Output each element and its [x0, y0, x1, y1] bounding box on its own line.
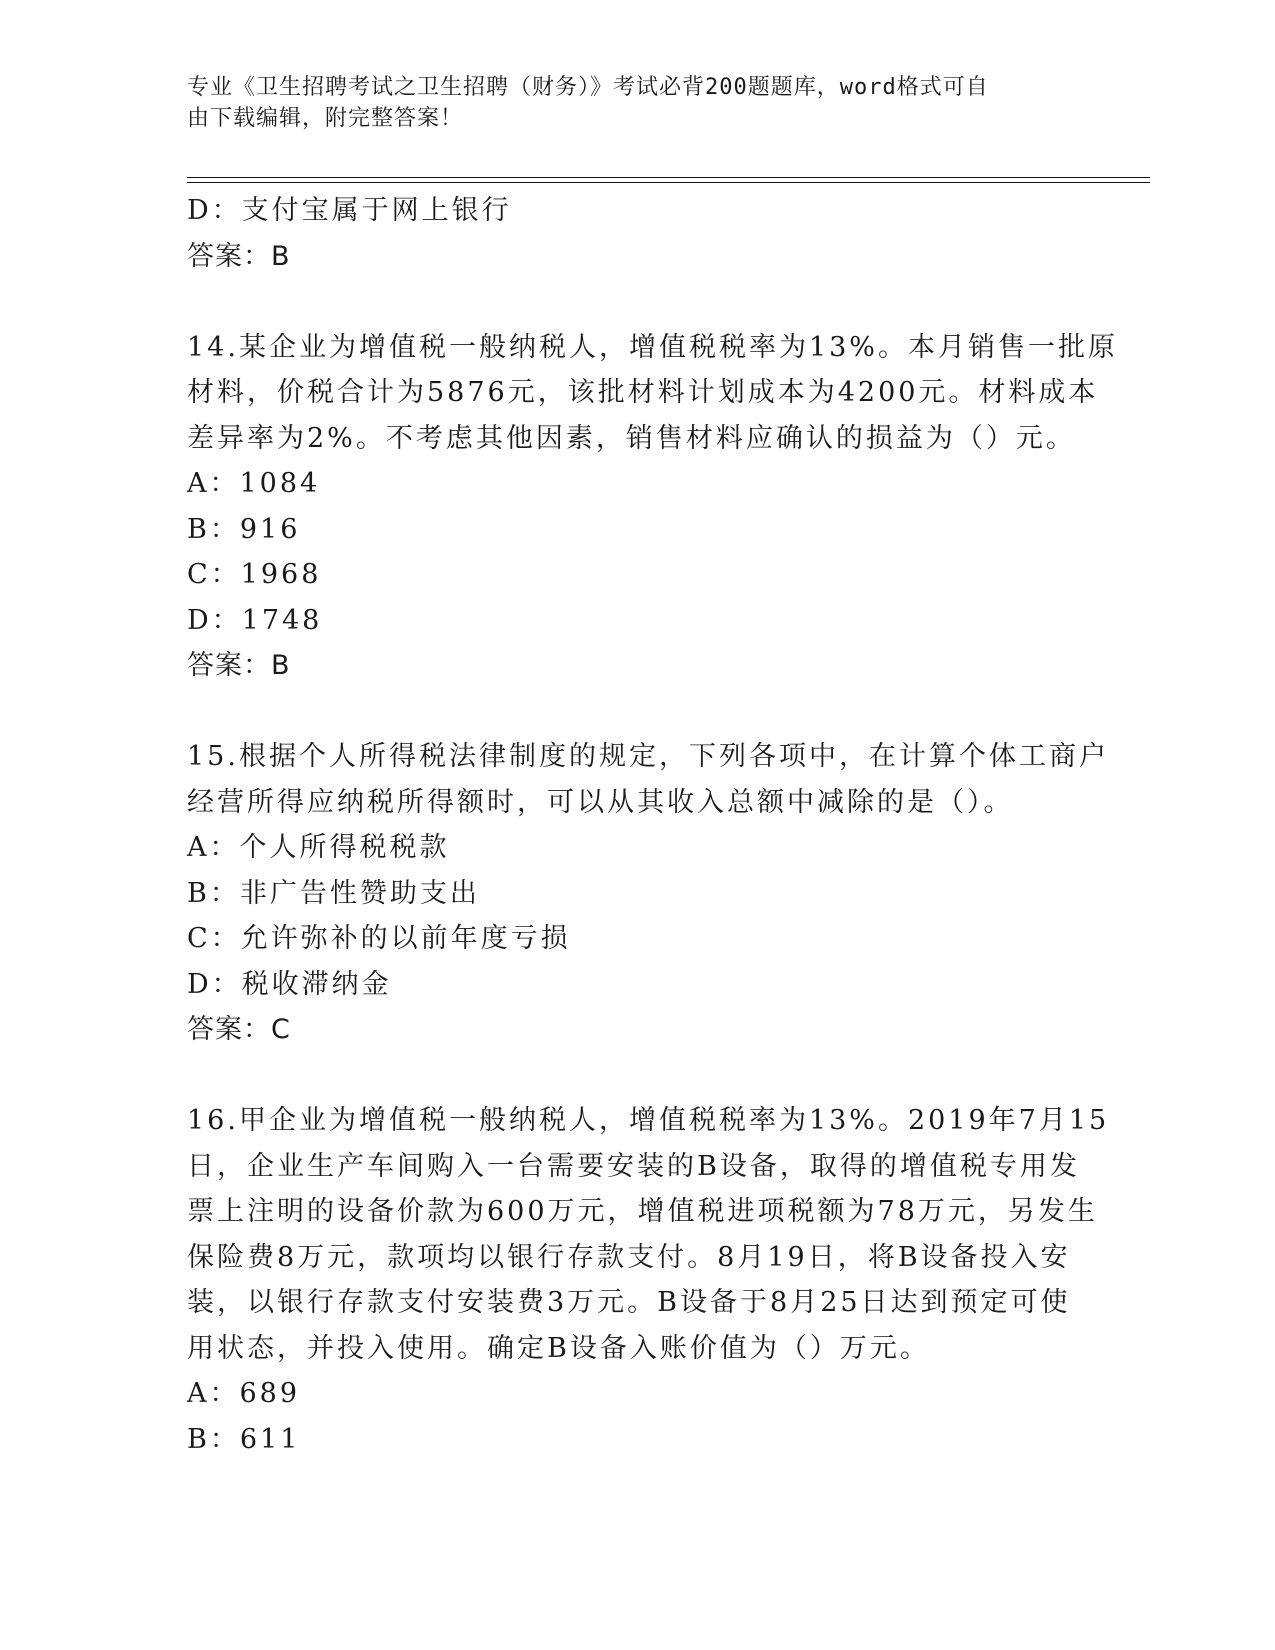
question-stem-line: 差异率为2%。不考虑其他因素，销售材料应确认的损益为（）元。	[187, 422, 1076, 454]
question-16	[187, 1098, 1110, 1462]
option-b: B：611	[187, 1423, 301, 1455]
option-c: C：允许弥补的以前年度亏损	[187, 923, 571, 954]
header-divider-top	[187, 177, 1150, 178]
answer-line: 答案：C	[187, 1014, 291, 1045]
answer-line: 答案：B	[187, 650, 291, 681]
option-b: B：非广告性赞助支出	[187, 877, 480, 909]
question-stem-line: 材料，价税合计为5876元，该批材料计划成本为4200元。材料成本	[187, 377, 1099, 408]
question-stem-line: 16.甲企业为增值税一般纳税人，增值税税率为13%。2019年7月15	[187, 1105, 1110, 1136]
question-stem-line: 用状态，并投入使用。确定B设备入账价值为（）万元。	[187, 1332, 930, 1364]
question-13-tail	[187, 188, 1087, 279]
answer-line: 答案：B	[187, 240, 291, 272]
document-header	[187, 72, 1087, 134]
question-14	[187, 325, 1118, 689]
question-stem-line: 保险费8万元，款项均以银行存款支付。8月19日，将B设备投入安	[187, 1241, 1071, 1273]
question-stem-line: 日，企业生产车间购入一台需要安装的B设备，取得的增值税专用发	[187, 1150, 1080, 1182]
question-stem-line: 15.根据个人所得税法律制度的规定，下列各项中，在计算个体工商户	[187, 741, 1109, 772]
question-list	[187, 188, 1118, 1462]
question-15	[187, 734, 1109, 1053]
question-stem-line: 票上注明的设备价款为600万元，增值税进项税额为78万元，另发生	[187, 1196, 1098, 1227]
option-d: D：1748	[187, 604, 323, 636]
option-b: B：916	[187, 513, 301, 545]
question-stem-line: 14.某企业为增值税一般纳税人，增值税税率为13%。本月销售一批原	[187, 331, 1118, 363]
option-a: A：1084	[187, 468, 321, 499]
option-c: C：1968	[187, 559, 322, 590]
option-d: D：支付宝属于网上银行	[187, 195, 512, 226]
header-line-2: 由下载编辑，附完整答案！	[187, 106, 464, 131]
option-a: A：个人所得税税款	[187, 832, 450, 863]
header-divider-bottom	[187, 182, 1150, 183]
header-line-1: 专业《卫生招聘考试之卫生招聘（财务）》考试必背200题题库，word格式可自	[187, 75, 989, 100]
option-d: D：税收滞纳金	[187, 968, 392, 1000]
option-a: A：689	[187, 1378, 301, 1409]
question-stem-line: 经营所得应纳税所得额时，可以从其收入总额中减除的是（）。	[187, 786, 1014, 818]
question-stem-line: 装，以银行存款支付安装费3万元。B设备于8月25日达到预定可使	[187, 1287, 1071, 1318]
